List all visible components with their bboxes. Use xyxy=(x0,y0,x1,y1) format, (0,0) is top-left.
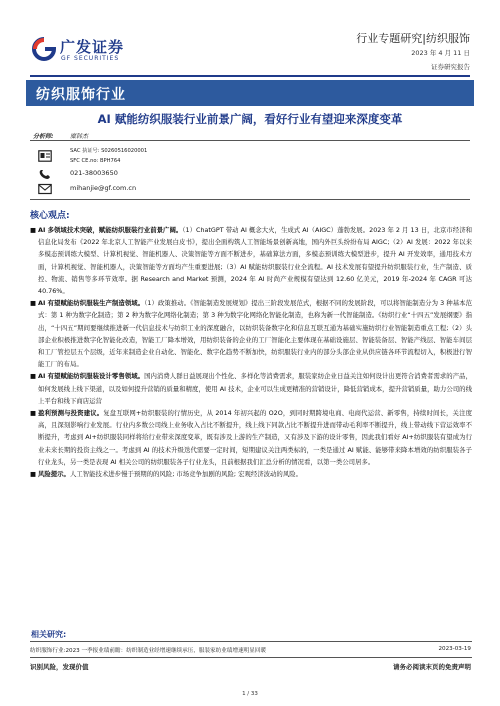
related-research-date: 2023-03-19 xyxy=(438,646,471,652)
core-views-body xyxy=(30,224,472,480)
related-divider xyxy=(30,641,472,642)
header-divider xyxy=(30,75,470,77)
logo-subtext: GF SECURITIES xyxy=(61,55,120,62)
core-view-paragraph xyxy=(30,224,472,297)
gf-logo-icon xyxy=(31,37,57,61)
analyst-sac: SAC 执证号: S0260516020001 xyxy=(70,148,148,154)
related-research-title: 相关研究: xyxy=(31,630,67,639)
bullet-icon: ■ xyxy=(30,409,37,418)
report-headline: AI 赋能纺织服装行业前景广阔，看好行业有望迎来深度变革 xyxy=(97,112,403,126)
core-view-paragraph xyxy=(30,297,472,370)
analyst-divider-top xyxy=(30,140,470,141)
bullet-icon: ■ xyxy=(30,299,37,308)
analyst-divider-bottom xyxy=(30,199,470,200)
paragraph-lead: 风险提示。 xyxy=(38,470,70,479)
analyst-email[interactable]: mihanjie@gf.com.cn xyxy=(70,184,137,192)
analyst-phone: 021-38003650 xyxy=(70,169,118,177)
paragraph-text: （1）ChatGPT 带动 AI 概念大火，生成式 AI（AIGC）蓬勃发展。2023 年 2 月 13 日，北京市经济和信息化局发布《2022 年北京人工智能产业发展白皮书》，提出全面构筑人工智能场景创新高地，国内外巨头纷纷布局 AIGC;（2）AI 发展：2022 年以来多模态预训练大模型、计算机视觉、智能机器人、决策智能等方面不断进步，基础算法方面，多模态预训练大模型进步，提升 AI 开发效率，通用技术方面，计算机视觉、智能机器人，决策智能等方面均产生重要进展;（3）AI 赋能纺织服装行业全流程。AI 技术发展有望提升纺织服装行业，生产制造、质控、物流、销售等多环节效率。据 Research and Market 预测，2024 年 AI 时尚产业规模有望达到 12.60 亿美元，2019 年-2024 年 CAGR 可达 40.76%。 xyxy=(38,226,472,296)
report-date: 2023 年 4 月 11 日 xyxy=(411,49,470,57)
footer-slogan: 识别风险，发现价值 xyxy=(30,663,89,671)
bullet-icon: ■ xyxy=(30,470,37,479)
core-view-paragraph xyxy=(30,370,472,407)
logo-text: 广发证券 xyxy=(60,38,125,56)
footer-disclaimer: 请务必阅读末页的免责声明 xyxy=(393,663,471,671)
paragraph-lead: AI 有望赋能纺织服装设计零售领域。 xyxy=(38,372,145,381)
paragraph-text: 复盘互联网+纺织服装的行情历史，从 2014 年初兴起的 O2O，到同时期跨境电商、电商代运营、新零售，持续时间长，关注度高，且深刻影响行业发展。行业内多数公司线上业务收入占比不断提升，线上线下同款占比不断提升进而带动毛利率不断提升，线上带动线下营运效率不断提升，考虑到 AI+纺织服装同样将给行业带来深度变革，既有涉及上游的生产制造，又有涉及下游的设计零售，因此我们看好 AI+纺织服装有望成为行业未来长期的投资主线之一。考虑到 AI 的技术升级迭代需要一定时间，短期建议关注两类标的，一类是通过 AI 赋能、能够带来降本增效的纺织服装各子行业龙头，另一类是表现 AI 相关公司的纺织服装各子行业龙头，且前根据我们汇总分析的情况看，以第一类公司居多。 xyxy=(38,409,473,466)
page-number: 1 / 33 xyxy=(242,691,258,697)
paragraph-text: （1）政策推动。《智能制造发展规划》提出三阶段发展范式，根据不同的发展阶段，可以将智能制造分为 3 种基本范式：第 1 种为数字化制造；第 2 种为数字化网络化制造；第 3 种为数字化网络化智能化制造，也称为新一代智能制造。《纺织行业“十四五”发展纲要》指出，“十四五”期间要继续推进新一代信息技术与纺织工业的深度融合，以纺织装备数字化和信息互联互通为基础实施纺织行业智能制造重点工程;（2）头部企业积极推进数字化智能化改造，智能工厂降本增效，用纺织装备的企业的工厂智能化主要体现在基础设施层、智能装备层、智能产线层、智能车间层和工厂管控层五个层级，近年来制造企业自动化、智能化、数字化趋势不断加快，纺织服装行业内的部分头部企业从供应链各环节流程切入，积极进行智能工厂的布局。 xyxy=(38,299,472,369)
id-card-icon xyxy=(38,150,52,162)
email-icon xyxy=(38,183,52,195)
paragraph-lead: AI 有望赋能纺织服装生产制造领域。 xyxy=(38,299,145,308)
report-type: 证券研究报告 xyxy=(431,63,470,71)
report-category: 行业专题研究|纺织服饰 xyxy=(356,32,470,45)
bullet-icon: ■ xyxy=(30,226,37,234)
bullet-icon: ■ xyxy=(30,372,37,381)
core-views-title: 核心观点: xyxy=(30,211,70,221)
industry-title: 纺织服饰行业 xyxy=(36,87,126,103)
core-view-paragraph xyxy=(30,468,472,480)
paragraph-lead: 盈利预测与投资建议。 xyxy=(38,409,104,418)
analyst-label: 分析师: xyxy=(33,133,54,140)
core-view-paragraph xyxy=(30,407,472,468)
phone-icon xyxy=(38,168,52,180)
paragraph-lead: AI 多领域技术突破，赋能纺织服装行业前景广阔。 xyxy=(38,226,183,234)
paragraph-text: 国内消费人群日益展现出个性化、多样化等消费需求，服装家纺企业日益关注如何设计出更符合消费者需求的产品，如何发展线上线下渠道，以及如何提升营销的质量和精度，使用 AI 技术，企业可以生成更精准的营销设计，降低营销成本，提升营销质量，助力公司的线上平台和线下商店运营 xyxy=(38,372,472,405)
analyst-name: 糜韩杰 xyxy=(70,133,89,140)
analyst-sfc: SFC CE.no: BPH764 xyxy=(70,158,121,164)
footer-divider xyxy=(30,657,472,658)
related-research-link[interactable]: 纺织服饰行业:2023 一季报业绩前瞻：纺织制造业经增速继续承压，服装家纺业绩增速明显回暖 xyxy=(30,648,267,654)
paragraph-text: 人工智能技术进步慢于预期的的风险; 市场竞争加剧的风险; 宏观经济波动的风险。 xyxy=(69,470,302,479)
